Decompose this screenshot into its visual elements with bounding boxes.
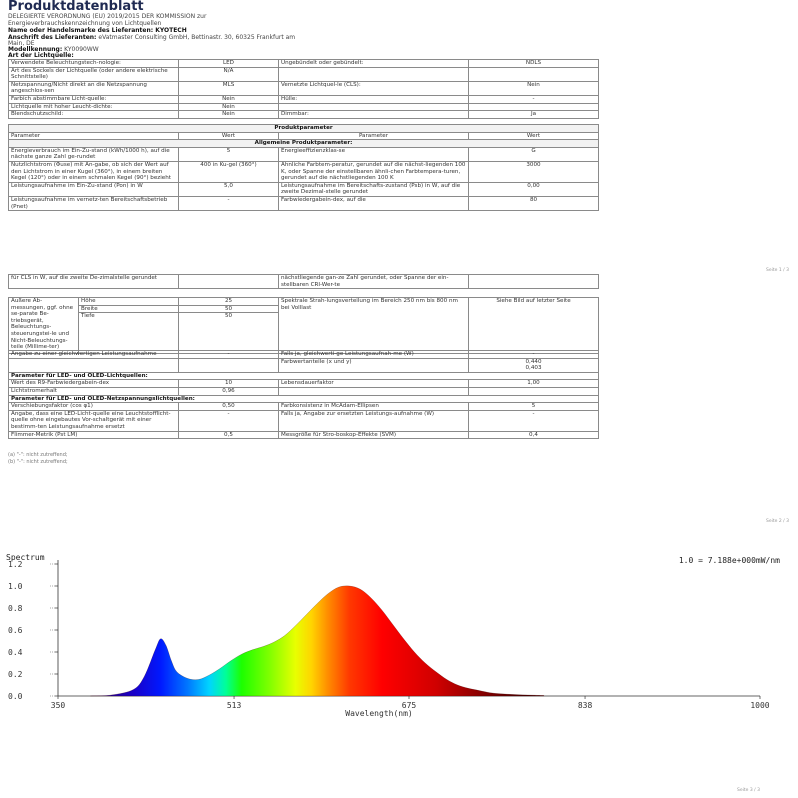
parameter-cell: Farbich abstimmbare Licht-quelle: [9, 95, 179, 103]
parameter-cell [279, 103, 469, 111]
parameter-cell: Ähnliche Farbtem-peratur, gerundet auf die nächst-liegenden 100 K, oder Spanne der einstellbaren ähnli-chen Farbtempera-turen, gerundet auf die nächstliegenden 100 K [279, 161, 469, 182]
y-tick-label: 1.2 [8, 560, 23, 569]
parameter-cell: Leistungsaufnahme im vernetz-ten Bereitschaftsbetrieb (Pnet) [9, 196, 179, 210]
value-cell: - [469, 351, 599, 359]
x-tick-label: 513 [226, 701, 242, 710]
parameter-cell: Hülle: [279, 95, 469, 103]
value-cell: Nein [179, 95, 279, 103]
parameter-cell: Ungebündelt oder gebündelt: [279, 60, 469, 68]
value-cell [179, 275, 279, 289]
y-tick-label: 0.2 [8, 670, 23, 679]
value-cell: LED [179, 60, 279, 68]
x-tick-label: 675 [401, 701, 417, 710]
page-number: Seite 1 / 3 [766, 268, 789, 273]
y-tick-label: 0.4 [8, 648, 23, 657]
parameter-cell: Wert des R9-Farbwiedergabein-dex [9, 380, 179, 388]
value-cell [469, 103, 599, 111]
table-row [9, 351, 599, 359]
value-cell: - [469, 410, 599, 431]
x-tick-label: 838 [577, 701, 593, 710]
table-row [9, 111, 599, 119]
dimensions-label: Äußere Ab-messungen, ggf. ohne se-parate Be-triebsgerät, Beleuchtungs-steuerungstei-le und Nicht-Beleuchtungs-teile (Millime-ter) [9, 298, 79, 354]
parameter-cell: Falls ja, Angabe zur ersetzten Leistungs-aufnahme (W) [279, 410, 469, 431]
x-axis-label: Wavelength(nm) [345, 709, 413, 718]
parameter-cell: Lichtquelle mit hoher Leucht-dichte: [9, 103, 179, 111]
dimension-name: Höhe [79, 298, 179, 306]
value-cell: Nein [179, 111, 279, 119]
spectrum-area [58, 564, 760, 696]
parameter-cell: Vernetzte Lichtquel-le (CLS): [279, 81, 469, 95]
table-row [9, 410, 599, 431]
dimension-name: Breite [79, 305, 179, 313]
value-cell: 0,4 [469, 431, 599, 439]
value-cell: 3000 [469, 161, 599, 182]
table-row [9, 67, 599, 81]
spectral-value: Siehe Bild auf letzter Seite [469, 298, 599, 354]
value-cell: 1,00 [469, 380, 599, 388]
parameter-cell: nächstliegende gan-ze Zahl gerundet, oder Spanne der ein-stellbaren CRI-Wer-te [279, 275, 469, 289]
parameter-cell: Messgröße für Stro-boskop-Effekte (SVM) [279, 431, 469, 439]
parameter-cell: Netzspannung/Nicht direkt an die Netzspannung angeschlos-sen [9, 81, 179, 95]
parameter-cell: Flimmer-Metrik (Pst LM) [9, 431, 179, 439]
value-cell: Nein [179, 103, 279, 111]
dimension-value: 50 [179, 305, 279, 313]
table-row [9, 81, 599, 95]
value-cell: - [179, 196, 279, 210]
table-row [9, 147, 599, 161]
parameter-cell: Farbwertanteile (x und y) [279, 358, 469, 372]
chart-annotation: 1.0 = 7.188e+000mW/nm [678, 556, 780, 565]
value-cell: 0,5 [179, 431, 279, 439]
value-cell: N/A [179, 67, 279, 81]
parameter-cell: Farbkonsistenz in McAdam-Ellipsen [279, 403, 469, 411]
parameter-cell: Lichtstromerhalt [9, 387, 179, 395]
table-row [9, 275, 599, 289]
parameter-cell: Art des Sockels der Lichtquelle (oder andere elektrische Schnittstelle) [9, 67, 179, 81]
supplier-address-label: Anschrift des Lieferanten: [8, 34, 97, 41]
parameter-cell [279, 387, 469, 395]
value-cell: NDLS [469, 60, 599, 68]
parameter-cell: Falls ja, gleichwerti-ge Leistungsaufnah-me (W) [279, 351, 469, 359]
value-cell: 80 [469, 196, 599, 210]
light-source-type-table [8, 59, 599, 119]
table-row [9, 60, 599, 68]
supplier-address-cont: Main, DE [8, 40, 35, 47]
y-tick-label: 0.8 [8, 604, 23, 613]
dimension-name: Tiefe [79, 313, 179, 354]
table-row [9, 380, 599, 388]
type-label: Art der Lichtquelle: [8, 52, 74, 59]
page-title: Produktdatenblatt [8, 0, 144, 14]
dimensions-table [8, 297, 599, 354]
value-cell [469, 275, 599, 289]
y-tick-label: 0.6 [8, 626, 23, 635]
value-col-header: Wert [179, 132, 279, 140]
x-tick-label: 1000 [750, 701, 770, 710]
x-tick-label: 350 [50, 701, 66, 710]
footnote: (a) "-": nicht zutreffend; [8, 452, 68, 458]
value-cell: 5 [179, 147, 279, 161]
y-tick-label: 0.0 [8, 692, 23, 701]
table-row [9, 431, 599, 439]
value-cell: 0,96 [179, 387, 279, 395]
dimension-value: 25 [179, 298, 279, 306]
table-row [9, 196, 599, 210]
parameter-cell: Verschiebungsfaktor (cos φ1) [9, 403, 179, 411]
footnote: (b) "-": nicht zutreffend; [8, 459, 68, 465]
parameter-cell: Verwendete Beleuchtungstech-nologie: [9, 60, 179, 68]
table-row [9, 387, 599, 395]
spectrum-svg [0, 548, 798, 718]
parameter-cell: Energieeffizienzklas-se [279, 147, 469, 161]
value-cell: - [179, 410, 279, 431]
value-cell: 400 in Ku-gel (360°) [179, 161, 279, 182]
value-cell: G [469, 147, 599, 161]
parameter-cell: Leistungsaufnahme im Ein-Zu-stand (Pon) in W [9, 182, 179, 196]
page-number: Seite 2 / 3 [766, 519, 789, 524]
regulation-line-1: DELEGIERTE VERORDNUNG (EU) 2019/2015 DER KOMMISSION zur [8, 13, 207, 20]
table-row [9, 95, 599, 103]
parameter-cell [9, 358, 179, 372]
led-parameter-table [8, 350, 599, 439]
value-cell: 0,00 [469, 182, 599, 196]
product-parameter-table [8, 124, 599, 211]
supplier-name: Name oder Handelsmarke des Lieferanten: KYOTECH [8, 27, 187, 34]
supplier-address-value: eVatmaster Consulting GmbH, Bettinastr. 30, 60325 Frankfurt am [98, 34, 296, 41]
parameter-cell: Leistungsaufnahme im Bereitschafts-zustand (Psb) in W, auf die zweite Dezimal-stelle gerundet [279, 182, 469, 196]
value-cell: 0,440 0,403 [469, 358, 599, 372]
dimension-value: 50 [179, 313, 279, 354]
general-params-header: Allgemeine Produktparameter: [9, 140, 599, 148]
parameter-cell: Dimmbar: [279, 111, 469, 119]
parameter-cell: Nutzlichtstrom (Φuse) mit An-gabe, ob sich der Wert auf den Lichtstrom in einer Kugel (360°), in einem breiten Kegel (120°) oder in einem schmalen Kegel (90°) bezieht [9, 161, 179, 182]
table-row [9, 161, 599, 182]
parameter-cell: für CLS in W, auf die zweite De-zimalstelle gerundet [9, 275, 179, 289]
value-cell [469, 387, 599, 395]
value-col-header: Wert [469, 132, 599, 140]
value-cell: MLS [179, 81, 279, 95]
table-row [9, 358, 599, 372]
value-cell: - [179, 351, 279, 359]
param-col-header: Parameter [9, 132, 179, 140]
table-row [9, 182, 599, 196]
value-cell [469, 67, 599, 81]
continued-table [8, 274, 599, 289]
table-row [9, 103, 599, 111]
mains-params-header: Parameter für LED- und OLED-Netzspannungslichtquellen: [9, 395, 599, 403]
parameter-cell: Angabe, dass eine LED-Licht-quelle eine Leuchtstofflicht-quelle ohne eingebautes Vor-schaltgerät mit einer bestimm-ten Leistungsaufnahme ersetzt [9, 410, 179, 431]
regulation-line-2: Energieverbrauchskennzeichnung von Lichtquellen [8, 20, 162, 27]
parameter-cell: Blendschutzschild: [9, 111, 179, 119]
value-cell: - [469, 95, 599, 103]
parameter-cell: Energieverbrauch im Ein-Zu-stand (kWh/1000 h), auf die nächste ganze Zahl ge-rundet [9, 147, 179, 161]
led-params-header: Parameter für LED- und OLED-Lichtquellen: [9, 372, 599, 380]
value-cell: 0,50 [179, 403, 279, 411]
value-cell: 5 [469, 403, 599, 411]
product-params-header: Produktparameter [9, 125, 599, 133]
parameter-cell [279, 67, 469, 81]
param-col-header: Parameter [279, 132, 469, 140]
model-label: Modellkennung: [8, 46, 63, 53]
y-tick-label: 1.0 [8, 582, 23, 591]
parameter-cell: Farbwiedergabein-dex, auf die [279, 196, 469, 210]
parameter-cell: Lebensdauerfaktor [279, 380, 469, 388]
table-row [9, 403, 599, 411]
value-cell: 5,0 [179, 182, 279, 196]
model-value: KY0090WW [64, 46, 99, 53]
chart-title: Spectrum [6, 553, 45, 562]
spectral-label: Spektrale Strah-lungsverteilung im Bereich 250 nm bis 800 nm bei Volllast [279, 298, 469, 354]
value-cell: Ja [469, 111, 599, 119]
spectrum-chart [0, 548, 798, 718]
parameter-cell: Angabe zu einer gleichwertigen Leistungsaufnahme [9, 351, 179, 359]
value-cell: 10 [179, 380, 279, 388]
page-number: Seite 3 / 3 [737, 788, 760, 793]
value-cell [179, 358, 279, 372]
value-cell: Nein [469, 81, 599, 95]
